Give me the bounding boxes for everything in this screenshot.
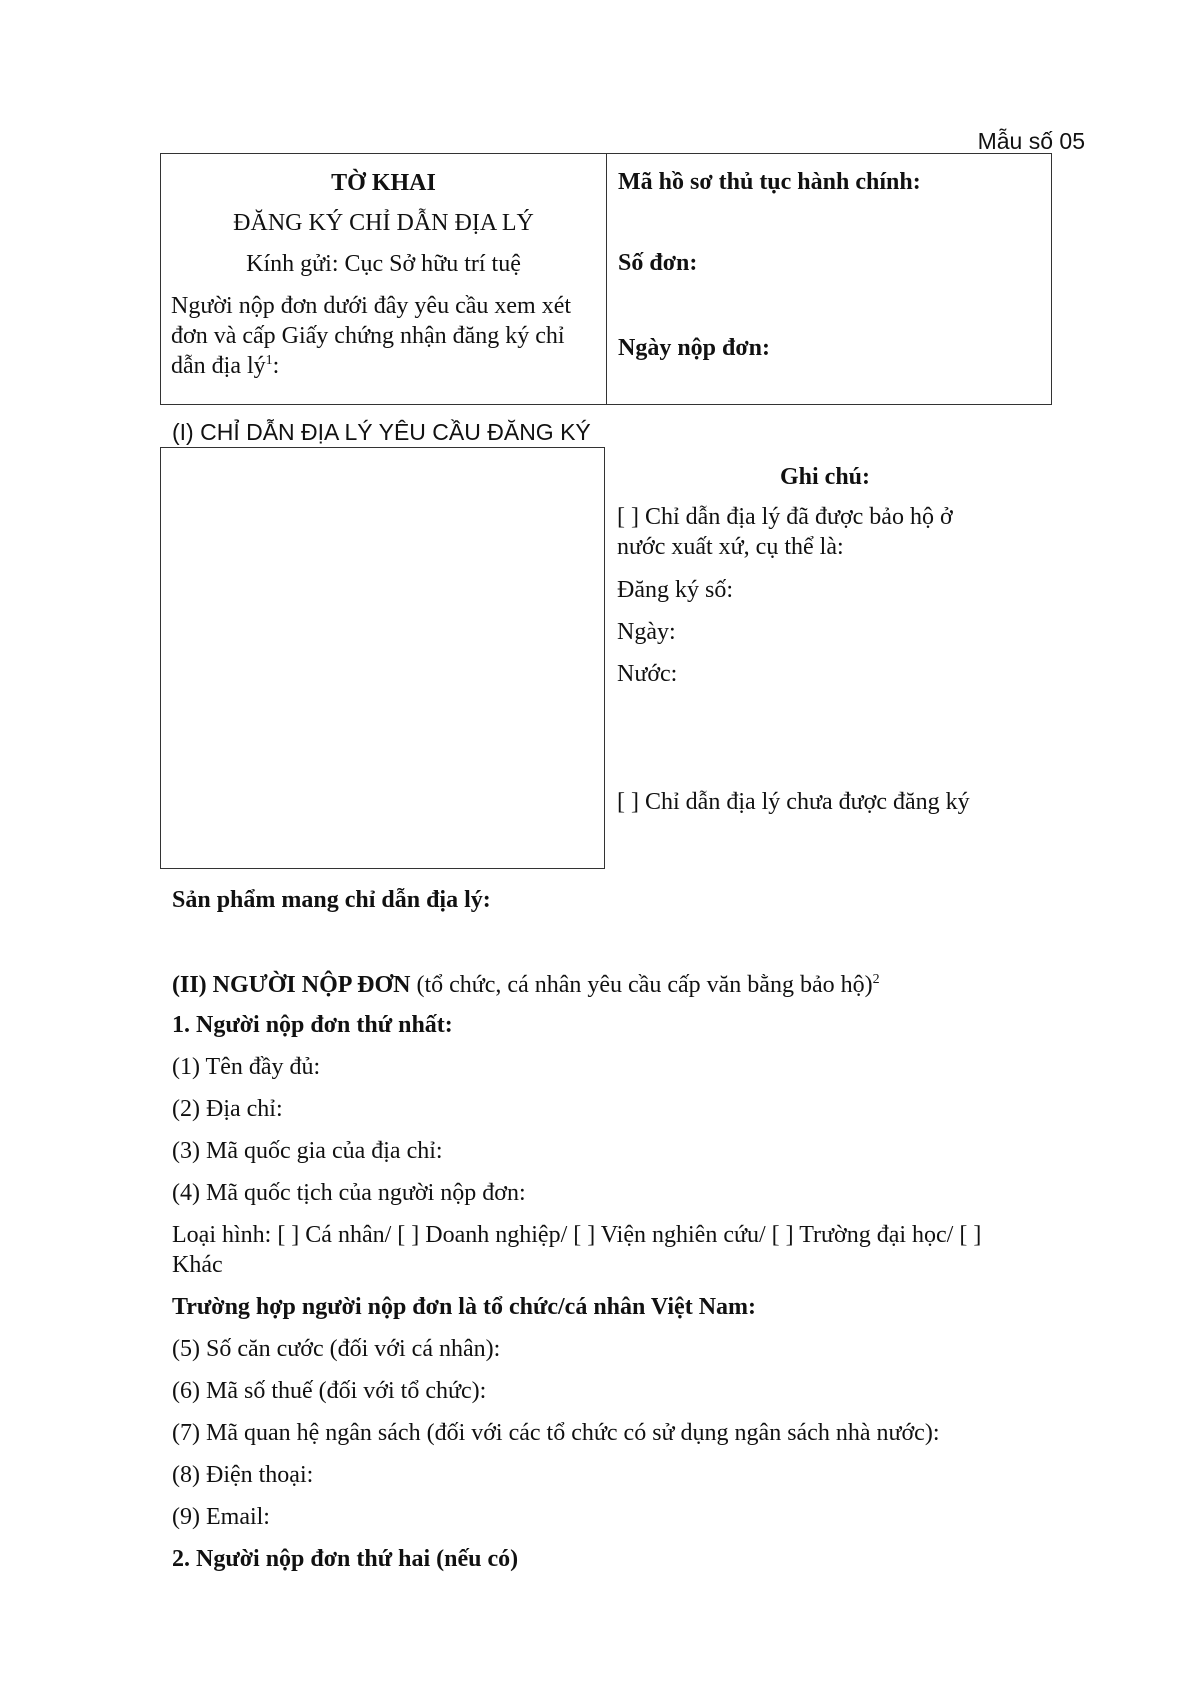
address-field: (2) Địa chỉ: bbox=[172, 1096, 283, 1122]
id-number-field: (5) Số căn cước (đối với cá nhân): bbox=[172, 1336, 501, 1362]
section2-title-normal: (tổ chức, cá nhân yêu cầu cấp văn bằng bảo hộ) bbox=[410, 972, 873, 998]
product-label: Sản phẩm mang chỉ dẫn địa lý: bbox=[172, 887, 491, 913]
applicant2-heading: 2. Người nộp đơn thứ hai (nếu có) bbox=[172, 1546, 519, 1572]
request-text-body: Người nộp đơn dưới đây yêu cầu xem xét đơn và cấp Giấy chứng nhận đăng ký chỉ dẫn địa lý bbox=[171, 293, 572, 379]
footnote-1: 1 bbox=[265, 353, 273, 368]
header-divider bbox=[606, 154, 607, 404]
request-text bbox=[171, 291, 591, 381]
address-country-code-field: (3) Mã quốc gia của địa chỉ: bbox=[172, 1138, 443, 1164]
footnote-2: 2 bbox=[872, 972, 880, 987]
recipient: Kính gửi: Cục Sở hữu trí tuệ bbox=[246, 251, 521, 277]
geographical-indication-image-box[interactable] bbox=[160, 447, 605, 869]
header-box bbox=[160, 153, 1052, 405]
budget-code-field: (7) Mã quan hệ ngân sách (đối với các tổ chức có sử dụng ngân sách nhà nước): bbox=[172, 1420, 940, 1446]
date-label: Ngày: bbox=[617, 619, 676, 645]
phone-field: (8) Điện thoại: bbox=[172, 1462, 314, 1488]
application-number-label: Số đơn: bbox=[618, 250, 698, 276]
filing-date-label: Ngày nộp đơn: bbox=[618, 335, 771, 361]
section1-title: (I) CHỈ DẪN ĐỊA LÝ YÊU CẦU ĐĂNG KÝ bbox=[172, 419, 591, 445]
full-name-field: (1) Tên đầy đủ: bbox=[172, 1054, 321, 1080]
vn-applicant-heading: Trường hợp người nộp đơn là tổ chức/cá nhân Việt Nam: bbox=[172, 1294, 757, 1320]
section2-title-bold: (II) NGƯỜI NỘP ĐƠN bbox=[172, 972, 411, 998]
applicant-type-line1[interactable]: Loại hình: [ ] Cá nhân/ [ ] Doanh nghiệp/ [ ] Viện nghiên cứu/ [ ] Trường đại học/ [ ] bbox=[172, 1222, 982, 1248]
form-number: Mẫu số 05 bbox=[977, 128, 1085, 154]
country-label: Nước: bbox=[617, 661, 678, 687]
section2-title bbox=[172, 970, 1062, 1000]
option-protected-line2: nước xuất xứ, cụ thể là: bbox=[617, 534, 844, 560]
applicant-type-line2[interactable]: Khác bbox=[172, 1252, 223, 1278]
notes-title: Ghi chú: bbox=[780, 464, 871, 490]
applicant1-heading: 1. Người nộp đơn thứ nhất: bbox=[172, 1012, 453, 1038]
option-protected-line1[interactable]: [ ] Chỉ dẫn địa lý đã được bảo hộ ở bbox=[617, 504, 953, 530]
registration-number-label: Đăng ký số: bbox=[617, 577, 733, 603]
procedure-code-label: Mã hồ sơ thủ tục hành chính: bbox=[618, 169, 921, 195]
email-field: (9) Email: bbox=[172, 1504, 270, 1530]
form-subtitle: ĐĂNG KÝ CHỈ DẪN ĐỊA LÝ bbox=[233, 210, 534, 236]
option-unregistered[interactable]: [ ] Chỉ dẫn địa lý chưa được đăng ký bbox=[617, 789, 970, 815]
request-text-suffix: : bbox=[272, 353, 280, 379]
form-title: TỜ KHAI bbox=[331, 170, 436, 196]
tax-code-field: (6) Mã số thuế (đối với tổ chức): bbox=[172, 1378, 487, 1404]
nationality-code-field: (4) Mã quốc tịch của người nộp đơn: bbox=[172, 1180, 526, 1206]
